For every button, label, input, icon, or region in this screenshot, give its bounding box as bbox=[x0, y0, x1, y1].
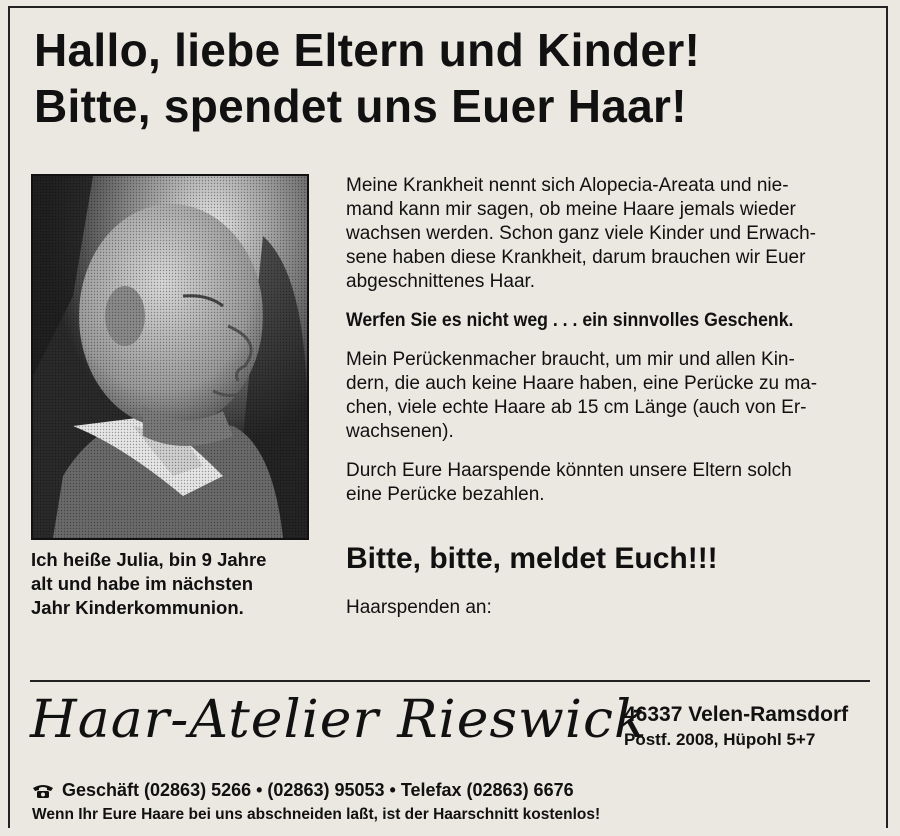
text-line: wachsenen). bbox=[346, 421, 454, 442]
text-line: wachsen werden. Schon ganz viele Kinder und Erwach- bbox=[346, 223, 816, 244]
headline-line-2: Bitte, spendet uns Euer Haar! bbox=[34, 80, 687, 132]
text-line: Meine Krankheit nennt sich Alopecia-Areata und nie- bbox=[346, 175, 789, 196]
text-line: sene haben diese Krankheit, darum brauchen wir Euer bbox=[346, 247, 806, 268]
paragraph-donation bbox=[346, 459, 876, 507]
paragraph-illness bbox=[346, 174, 876, 294]
business-address bbox=[624, 702, 848, 752]
child-photo bbox=[31, 174, 309, 540]
contact-phone-numbers: Geschäft (02863) 5266 • (02863) 95053 • Telefax (02863) 6676 bbox=[62, 780, 574, 800]
headline bbox=[34, 22, 874, 134]
text-line: Durch Eure Haarspende könnten unsere Eltern solch bbox=[346, 460, 792, 481]
call-to-action: Bitte, bitte, meldet Euch!!! bbox=[346, 542, 718, 575]
text-line: dern, die auch keine Haare haben, eine Perücke zu ma- bbox=[346, 373, 818, 394]
divider bbox=[30, 680, 870, 682]
body-text bbox=[346, 174, 876, 522]
headline-line-1: Hallo, liebe Eltern und Kinder! bbox=[34, 24, 701, 76]
photo-caption bbox=[31, 548, 321, 620]
donation-label: Haarspenden an: bbox=[346, 597, 492, 618]
caption-line: Ich heiße Julia, bin 9 Jahre bbox=[31, 549, 267, 570]
caption-line: Jahr Kinderkommunion. bbox=[31, 597, 244, 618]
paragraph-wigmaker bbox=[346, 348, 876, 444]
text-line: eine Perücke bezahlen. bbox=[346, 484, 545, 505]
address-postbox: Postf. 2008, Hüpohl 5+7 bbox=[624, 730, 816, 749]
emphasis-line: Werfen Sie es nicht weg . . . ein sinnvolles Geschenk. bbox=[346, 310, 794, 331]
contact-line bbox=[32, 780, 574, 801]
text-line: mand kann mir sagen, ob meine Haare jemals wieder bbox=[346, 199, 796, 220]
text-line: abgeschnittenes Haar. bbox=[346, 271, 536, 292]
text-line: Mein Perückenmacher braucht, um mir und allen Kin- bbox=[346, 349, 795, 370]
caption-line: alt und habe im nächsten bbox=[31, 573, 254, 594]
free-haircut-notice: Wenn Ihr Eure Haare bei uns abschneiden laßt, ist der Haarschnitt kostenlos! bbox=[32, 806, 601, 823]
child-portrait-image bbox=[33, 176, 307, 538]
address-city: 46337 Velen-Ramsdorf bbox=[624, 703, 849, 726]
business-logo-name: Haar-Atelier Rieswick bbox=[30, 690, 648, 750]
telephone-icon bbox=[32, 783, 54, 799]
text-line: chen, viele echte Haare ab 15 cm Länge (auch von Er- bbox=[346, 397, 807, 418]
